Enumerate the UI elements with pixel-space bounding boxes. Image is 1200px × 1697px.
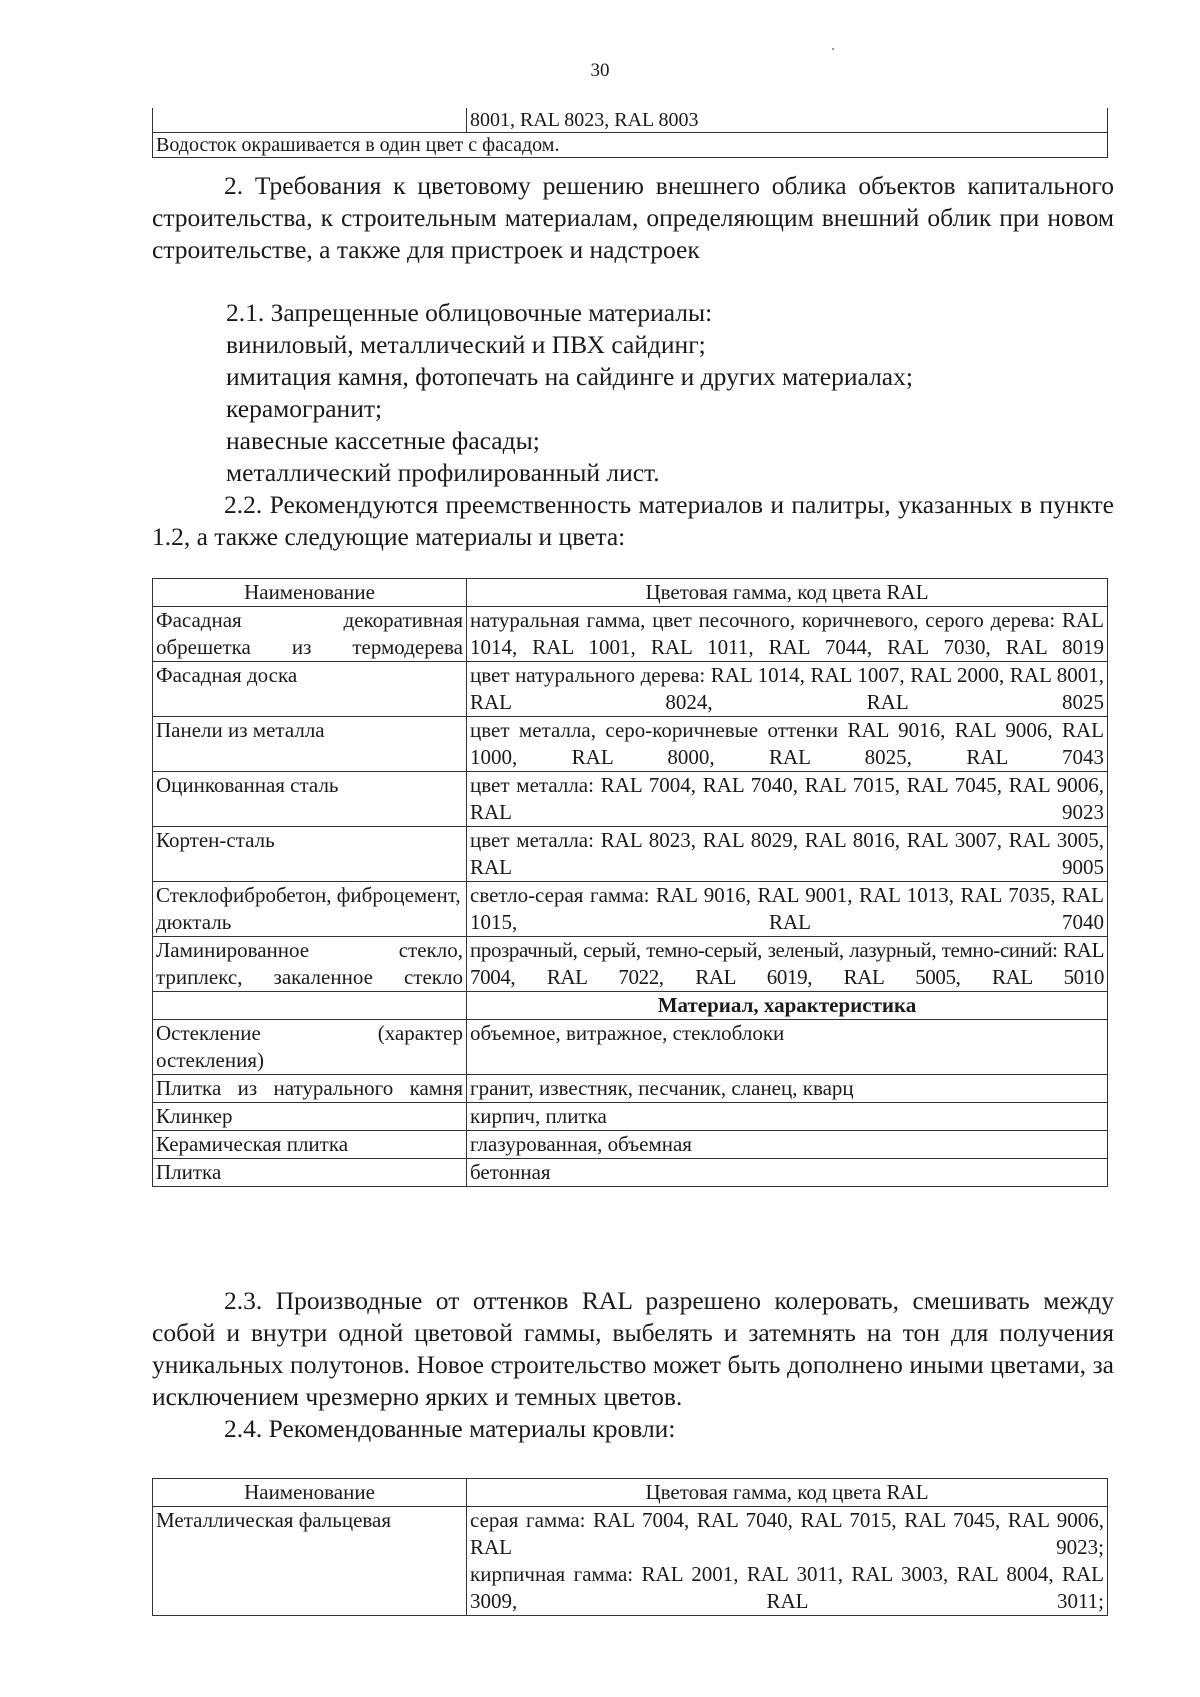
table-cell: Оцинкованная сталь [153, 772, 467, 827]
table-header-row [153, 1479, 1108, 1507]
table-cell-line: кирпичная гамма: RAL 2001, RAL 3011, RAL 3003, RAL 8004, RAL 3009, RAL 3011; [470, 1562, 1104, 1613]
table-cell: Клинкер [153, 1103, 467, 1131]
column-header: Наименование [153, 1479, 467, 1507]
table-cell: Плитка из натурального камня [153, 1075, 467, 1103]
table-cell [467, 1507, 1108, 1616]
table-cell: Стеклофибробетон, фиброцемент, дюкталь [153, 882, 467, 937]
table-cell: Керамическая плитка [153, 1131, 467, 1159]
table-cell: объемное, витражное, стеклоблоки [467, 1020, 1108, 1075]
scan-dot [832, 48, 834, 50]
table-row [153, 772, 1108, 827]
table-cell: светло-серая гамма: RAL 9016, RAL 9001, RAL 1013, RAL 7035, RAL 1015, RAL 7040 [467, 882, 1108, 937]
table-row [153, 1131, 1108, 1159]
table-row [153, 1103, 1108, 1131]
table-subheader: Материал, характеристика [467, 992, 1108, 1020]
table-cell: цвет натурального дерева: RAL 1014, RAL 1007, RAL 2000, RAL 8001, RAL 8024, RAL 8025 [467, 662, 1108, 717]
table-row [153, 937, 1108, 992]
table-row [153, 662, 1108, 717]
materials-table [152, 578, 1108, 1187]
table-row [153, 882, 1108, 937]
table-cell: Плитка [153, 1159, 467, 1187]
list-item: керамогранит; [226, 394, 383, 423]
top-table [152, 108, 1108, 158]
table-cell: глазурованная, объемная [467, 1131, 1108, 1159]
table-cell: цвет металла: RAL 7004, RAL 7040, RAL 7015, RAL 7045, RAL 9006, RAL 9023 [467, 772, 1108, 827]
table-cell: цвет металла: RAL 8023, RAL 8029, RAL 8016, RAL 3007, RAL 3005, RAL 9005 [467, 827, 1108, 882]
table-cell-empty [153, 992, 467, 1020]
list-item: виниловый, металлический и ПВХ сайдинг; [226, 330, 706, 359]
list-item: металлический профилированный лист. [226, 458, 660, 487]
table-row [153, 607, 1108, 662]
table-row [153, 1020, 1108, 1075]
column-header: Наименование [153, 579, 467, 607]
table-cell: 8001, RAL 8023, RAL 8003 [467, 108, 1108, 133]
page-number: 30 [590, 60, 610, 81]
section-2-2: 2.2. Рекомендуются преемственность материалов и палитры, указанных в пункте 1.2, а также следующие материалы и цвета: [152, 490, 1114, 551]
roofing-table [152, 1478, 1108, 1616]
section-2-heading: 2. Требования к цветовому решению внешнего облика объектов капитального строительства, к строительным материалам, определяющим внешний облик при новом строительстве, а также для пристроек и надстроек [152, 171, 1114, 264]
list-item: имитация камня, фотопечать на сайдинге и других материалах; [226, 362, 913, 391]
table-header-row [153, 579, 1108, 607]
table-row [153, 1075, 1108, 1103]
table-cell: Фасадная доска [153, 662, 467, 717]
table-cell: цвет металла, серо-коричневые оттенки RAL 9016, RAL 9006, RAL 1000, RAL 8000, RAL 8025, RAL 7043 [467, 717, 1108, 772]
table-cell: Панели из металла [153, 717, 467, 772]
table-cell: Фасадная декоративная обрешетка из термодерева [153, 607, 467, 662]
top-table-note: Водосток окрашивается в один цвет с фасадом. [153, 133, 1108, 158]
section-2-1-title: 2.1. Запрещенные облицовочные материалы: [226, 298, 713, 327]
table-cell: гранит, известняк, песчаник, сланец, кварц [467, 1075, 1108, 1103]
table-cell: кирпич, плитка [467, 1103, 1108, 1131]
table-row [153, 827, 1108, 882]
table-row [153, 717, 1108, 772]
table-cell: натуральная гамма, цвет песочного, коричневого, серого дерева: RAL 1014, RAL 1001, RAL 1011, RAL 7044, RAL 7030, RAL 8019 [467, 607, 1108, 662]
table-cell: прозрачный, серый, темно-серый, зеленый, лазурный, темно-синий: RAL 7004, RAL 7022, RAL 6019, RAL 5005, RAL 5010 [467, 937, 1108, 992]
table-cell: Ламинированное стекло, триплекс, закаленное стекло [153, 937, 467, 992]
table-subheader-row [153, 992, 1108, 1020]
table-row [153, 1507, 1108, 1616]
table-cell: бетонная [467, 1159, 1108, 1187]
section-2-3: 2.3. Производные от оттенков RAL разрешено колеровать, смешивать между собой и внутри одной цветовой гаммы, выбелять и затемнять на тон для получения уникальных полутонов. Новое строительство может быть дополнено иными цветами, за исключением чрезмерно ярких и темных цветов. [152, 1286, 1114, 1411]
section-2-1 [226, 297, 913, 489]
table-row [153, 108, 1108, 133]
column-header: Цветовая гамма, код цвета RAL [467, 579, 1108, 607]
table-row [153, 1159, 1108, 1187]
table-cell: Остекление (характер остекления) [153, 1020, 467, 1075]
table-cell-empty [153, 108, 467, 133]
section-2-4: 2.4. Рекомендованные материалы кровли: [224, 1414, 676, 1443]
list-item: навесные кассетные фасады; [226, 426, 540, 455]
table-row [153, 133, 1108, 158]
table-cell: Металлическая фальцевая [153, 1507, 467, 1616]
column-header: Цветовая гамма, код цвета RAL [467, 1479, 1108, 1507]
table-cell-line: серая гамма: RAL 7004, RAL 7040, RAL 7015, RAL 7045, RAL 9006, RAL 9023; [470, 1508, 1104, 1559]
table-cell: Кортен-сталь [153, 827, 467, 882]
